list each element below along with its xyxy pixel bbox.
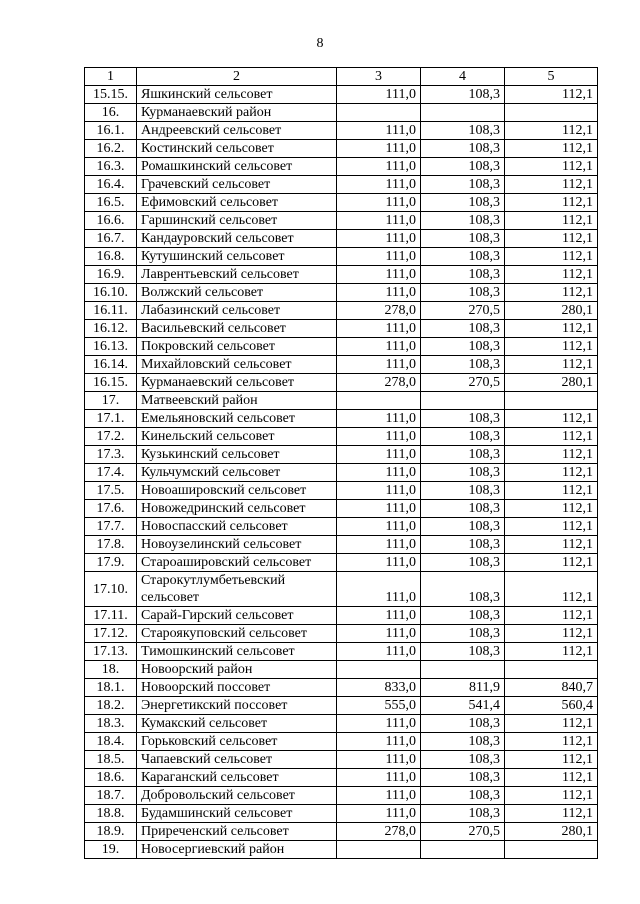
row-value-col3-cell: 111,0 [337,194,421,212]
row-value-col5-cell: 112,1 [505,176,598,194]
row-value-col4-cell: 108,3 [421,230,505,248]
row-value-col3-cell: 111,0 [337,769,421,787]
row-value-col3-cell: 111,0 [337,751,421,769]
row-value-col4-cell: 108,3 [421,787,505,805]
row-value-col3-cell: 111,0 [337,158,421,176]
row-value-col4-cell: 108,3 [421,733,505,751]
row-value-col5-cell: 112,1 [505,338,598,356]
row-number-cell: 16.7. [85,230,137,248]
row-value-col3-cell: 111,0 [337,554,421,572]
row-value-col5-cell: 112,1 [505,500,598,518]
row-name-cell: Энергетикский поссовет [137,697,337,715]
row-value-col4-cell: 108,3 [421,554,505,572]
row-name-cell: Матвеевский район [137,392,337,410]
row-value-col4-cell: 108,3 [421,338,505,356]
row-value-col3-cell: 111,0 [337,805,421,823]
table-row [85,158,598,176]
row-name-cell: Добровольский сельсовет [137,787,337,805]
row-number-cell: 18. [85,661,137,679]
row-name-cell: Новоорский район [137,661,337,679]
row-number-cell: 16.10. [85,284,137,302]
row-value-col4-cell: 108,3 [421,769,505,787]
row-name-cell: Кинельский сельсовет [137,428,337,446]
row-name-cell: Новоузелинский сельсовет [137,536,337,554]
row-value-col3-cell: 111,0 [337,356,421,374]
row-name-cell: Тимошкинский сельсовет [137,643,337,661]
row-value-col4-cell: 108,3 [421,266,505,284]
table-row [85,572,598,607]
row-value-col4-cell: 108,3 [421,410,505,428]
row-number-cell: 17.2. [85,428,137,446]
row-name-cell: Чапаевский сельсовет [137,751,337,769]
row-value-col3-cell: 111,0 [337,320,421,338]
column-header-5: 5 [505,68,598,86]
table-row [85,518,598,536]
row-value-col4-cell: 108,3 [421,176,505,194]
row-value-col3-cell: 833,0 [337,679,421,697]
row-name-cell: Костинский сельсовет [137,140,337,158]
table-row [85,320,598,338]
row-value-col5-cell [505,661,598,679]
row-value-col5-cell [505,392,598,410]
row-number-cell: 18.3. [85,715,137,733]
row-value-col4-cell: 108,3 [421,482,505,500]
row-name-cell: Кандауровский сельсовет [137,230,337,248]
table-row [85,679,598,697]
table-row [85,392,598,410]
row-value-col3-cell [337,392,421,410]
row-value-col5-cell: 112,1 [505,410,598,428]
row-value-col4-cell: 108,3 [421,500,505,518]
row-value-col3-cell: 111,0 [337,410,421,428]
table-row [85,122,598,140]
row-value-col5-cell: 280,1 [505,302,598,320]
row-value-col4-cell: 108,3 [421,607,505,625]
row-value-col5-cell: 112,1 [505,212,598,230]
row-value-col4-cell: 108,3 [421,212,505,230]
row-name-cell: Староякуповский сельсовет [137,625,337,643]
row-value-col4-cell: 108,3 [421,248,505,266]
row-number-cell: 17.3. [85,446,137,464]
row-value-col5-cell: 112,1 [505,122,598,140]
table-body [85,68,598,859]
row-value-col4-cell: 108,3 [421,194,505,212]
row-value-col3-cell: 111,0 [337,733,421,751]
table-row [85,410,598,428]
row-value-col5-cell: 112,1 [505,482,598,500]
row-value-col3-cell: 278,0 [337,374,421,392]
row-number-cell: 16.1. [85,122,137,140]
row-number-cell: 16.15. [85,374,137,392]
row-number-cell: 17.6. [85,500,137,518]
row-value-col3-cell: 278,0 [337,823,421,841]
table-row [85,428,598,446]
row-name-cell: Сарай-Гирский сельсовет [137,607,337,625]
row-name-cell: Ефимовский сельсовет [137,194,337,212]
row-value-col5-cell: 112,1 [505,158,598,176]
row-value-col5-cell: 112,1 [505,787,598,805]
row-value-col5-cell: 112,1 [505,643,598,661]
row-name-cell: Ромашкинский сельсовет [137,158,337,176]
table-row [85,733,598,751]
table-header-row [85,68,598,86]
row-value-col3-cell [337,841,421,859]
table-row [85,697,598,715]
row-number-cell: 16.6. [85,212,137,230]
row-value-col4-cell: 108,3 [421,86,505,104]
row-value-col5-cell: 112,1 [505,194,598,212]
row-number-cell: 18.1. [85,679,137,697]
table-row [85,607,598,625]
table-row [85,769,598,787]
row-name-cell: Гаршинский сельсовет [137,212,337,230]
row-value-col4-cell: 108,3 [421,464,505,482]
row-value-col4-cell: 108,3 [421,536,505,554]
row-number-cell: 16.2. [85,140,137,158]
row-value-col4-cell: 270,5 [421,302,505,320]
row-value-col3-cell: 111,0 [337,572,421,607]
column-header-3: 3 [337,68,421,86]
page-number: 8 [316,36,324,51]
row-name-cell: Новоаширoвский сельсовет [137,482,337,500]
table-row [85,787,598,805]
table-row [85,625,598,643]
row-name-cell: Кутушинский сельсовет [137,248,337,266]
row-name-cell: Грачевский сельсовет [137,176,337,194]
row-number-cell: 17.7. [85,518,137,536]
row-value-col3-cell: 111,0 [337,607,421,625]
row-value-col5-cell [505,841,598,859]
row-number-cell: 17.1. [85,410,137,428]
row-value-col5-cell: 840,7 [505,679,598,697]
row-value-col3-cell [337,661,421,679]
row-value-col4-cell: 108,3 [421,518,505,536]
row-value-col3-cell: 111,0 [337,338,421,356]
table-row [85,356,598,374]
table-row [85,230,598,248]
row-number-cell: 17.4. [85,464,137,482]
column-header-2: 2 [137,68,337,86]
table-row [85,751,598,769]
row-name-cell: Михайловский сельсовет [137,356,337,374]
row-name-cell: Покровский сельсовет [137,338,337,356]
row-value-col4-cell [421,661,505,679]
allocation-table [84,67,598,859]
row-number-cell: 17. [85,392,137,410]
row-name-cell: Кульчумский сельсовет [137,464,337,482]
row-value-col5-cell: 112,1 [505,607,598,625]
row-number-cell: 18.5. [85,751,137,769]
row-value-col5-cell [505,104,598,122]
row-number-cell: 17.11. [85,607,137,625]
row-name-cell: Кумакский сельсовет [137,715,337,733]
row-value-col3-cell: 111,0 [337,643,421,661]
row-value-col5-cell: 112,1 [505,536,598,554]
row-value-col3-cell: 111,0 [337,266,421,284]
row-value-col4-cell: 108,3 [421,428,505,446]
row-value-col5-cell: 112,1 [505,428,598,446]
column-header-4: 4 [421,68,505,86]
table-row [85,374,598,392]
row-number-cell: 18.7. [85,787,137,805]
row-name-cell: Караганский сельсовет [137,769,337,787]
row-value-col3-cell: 111,0 [337,230,421,248]
row-number-cell: 18.9. [85,823,137,841]
table-row [85,338,598,356]
row-value-col3-cell: 111,0 [337,500,421,518]
row-name-cell: Яшкинский сельсовет [137,86,337,104]
table-row [85,536,598,554]
row-value-col5-cell: 112,1 [505,733,598,751]
row-value-col4-cell: 270,5 [421,823,505,841]
row-value-col4-cell: 108,3 [421,140,505,158]
row-value-col3-cell: 111,0 [337,212,421,230]
row-name-cell: Старокутлумбетьевский сельсовет [137,572,337,607]
row-value-col4-cell: 108,3 [421,284,505,302]
row-number-cell: 16.8. [85,248,137,266]
row-value-col3-cell [337,104,421,122]
row-value-col4-cell: 108,3 [421,446,505,464]
row-value-col5-cell: 112,1 [505,464,598,482]
row-name-cell: Емельяновский сельсовет [137,410,337,428]
row-value-col3-cell: 111,0 [337,518,421,536]
row-value-col5-cell: 112,1 [505,625,598,643]
row-value-col3-cell: 111,0 [337,86,421,104]
row-number-cell: 18.4. [85,733,137,751]
row-value-col3-cell: 555,0 [337,697,421,715]
row-name-cell: Горьковский сельсовет [137,733,337,751]
row-value-col3-cell: 111,0 [337,715,421,733]
row-value-col5-cell: 112,1 [505,554,598,572]
row-value-col3-cell: 111,0 [337,428,421,446]
row-number-cell: 17.8. [85,536,137,554]
row-name-cell: Лабазинский сельсовет [137,302,337,320]
table-row [85,841,598,859]
table-row [85,176,598,194]
row-value-col5-cell: 280,1 [505,823,598,841]
row-value-col4-cell: 108,3 [421,625,505,643]
table-row [85,661,598,679]
row-value-col3-cell: 111,0 [337,446,421,464]
table-row [85,446,598,464]
row-value-col3-cell: 111,0 [337,284,421,302]
row-number-cell: 16. [85,104,137,122]
row-name-cell: Староаширoвский сельсовет [137,554,337,572]
row-value-col5-cell: 112,1 [505,446,598,464]
table-row [85,464,598,482]
row-number-cell: 16.13. [85,338,137,356]
table-row [85,194,598,212]
row-number-cell: 19. [85,841,137,859]
row-value-col4-cell: 108,3 [421,122,505,140]
row-number-cell: 18.8. [85,805,137,823]
row-value-col3-cell: 111,0 [337,482,421,500]
row-value-col3-cell: 111,0 [337,787,421,805]
row-value-col4-cell: 108,3 [421,320,505,338]
row-name-cell: Новоспасский сельсовет [137,518,337,536]
table-row [85,86,598,104]
table-row [85,104,598,122]
row-name-cell: Новосергиевский район [137,841,337,859]
row-value-col4-cell: 108,3 [421,805,505,823]
row-number-cell: 16.5. [85,194,137,212]
row-name-cell: Курманаевский район [137,104,337,122]
row-name-cell: Андреевский сельсовет [137,122,337,140]
row-value-col3-cell: 111,0 [337,248,421,266]
row-value-col5-cell: 560,4 [505,697,598,715]
row-value-col4-cell [421,841,505,859]
table-row [85,643,598,661]
row-number-cell: 17.12. [85,625,137,643]
row-value-col5-cell: 112,1 [505,140,598,158]
row-value-col5-cell: 112,1 [505,518,598,536]
table-row [85,805,598,823]
table-row [85,266,598,284]
row-number-cell: 17.9. [85,554,137,572]
row-name-cell: Васильевский сельсовет [137,320,337,338]
row-number-cell: 16.12. [85,320,137,338]
row-value-col5-cell: 112,1 [505,356,598,374]
row-value-col5-cell: 112,1 [505,266,598,284]
row-value-col3-cell: 111,0 [337,176,421,194]
row-name-cell: Новожедринский сельсовет [137,500,337,518]
row-number-cell: 16.9. [85,266,137,284]
row-value-col4-cell: 811,9 [421,679,505,697]
row-value-col4-cell: 108,3 [421,158,505,176]
row-number-cell: 15.15. [85,86,137,104]
row-name-cell: Волжский сельсовет [137,284,337,302]
row-number-cell: 16.14. [85,356,137,374]
column-header-1: 1 [85,68,137,86]
row-value-col3-cell: 111,0 [337,536,421,554]
table-row [85,500,598,518]
table-row [85,823,598,841]
row-value-col4-cell: 541,4 [421,697,505,715]
row-value-col4-cell [421,392,505,410]
row-value-col4-cell: 270,5 [421,374,505,392]
row-name-cell: Приреченский сельсовет [137,823,337,841]
row-number-cell: 16.4. [85,176,137,194]
row-value-col4-cell: 108,3 [421,572,505,607]
row-name-cell: Будамшинский сельсовет [137,805,337,823]
row-value-col4-cell: 108,3 [421,356,505,374]
table-row [85,212,598,230]
row-value-col3-cell: 278,0 [337,302,421,320]
row-number-cell: 18.6. [85,769,137,787]
row-value-col5-cell: 112,1 [505,230,598,248]
row-value-col5-cell: 280,1 [505,374,598,392]
table-row [85,140,598,158]
row-number-cell: 17.5. [85,482,137,500]
table-row [85,482,598,500]
row-name-cell: Лаврентьевский сельсовет [137,266,337,284]
row-value-col5-cell: 112,1 [505,86,598,104]
table-row [85,248,598,266]
table-row [85,302,598,320]
row-number-cell: 17.13. [85,643,137,661]
table-row [85,715,598,733]
table-row [85,554,598,572]
table-row [85,284,598,302]
row-number-cell: 16.11. [85,302,137,320]
row-value-col5-cell: 112,1 [505,751,598,769]
row-value-col4-cell: 108,3 [421,715,505,733]
row-value-col5-cell: 112,1 [505,769,598,787]
row-value-col4-cell: 108,3 [421,751,505,769]
row-value-col4-cell: 108,3 [421,643,505,661]
row-value-col5-cell: 112,1 [505,715,598,733]
row-value-col3-cell: 111,0 [337,122,421,140]
row-value-col5-cell: 112,1 [505,284,598,302]
row-value-col5-cell: 112,1 [505,320,598,338]
row-value-col3-cell: 111,0 [337,625,421,643]
row-number-cell: 18.2. [85,697,137,715]
row-value-col3-cell: 111,0 [337,464,421,482]
row-name-cell: Кузькинский сельсовет [137,446,337,464]
row-number-cell: 17.10. [85,572,137,607]
row-number-cell: 16.3. [85,158,137,176]
row-value-col5-cell: 112,1 [505,248,598,266]
row-value-col3-cell: 111,0 [337,140,421,158]
row-value-col5-cell: 112,1 [505,572,598,607]
row-value-col5-cell: 112,1 [505,805,598,823]
row-name-cell: Новоорский поссовет [137,679,337,697]
row-name-cell: Курманаевский сельсовет [137,374,337,392]
row-value-col4-cell [421,104,505,122]
